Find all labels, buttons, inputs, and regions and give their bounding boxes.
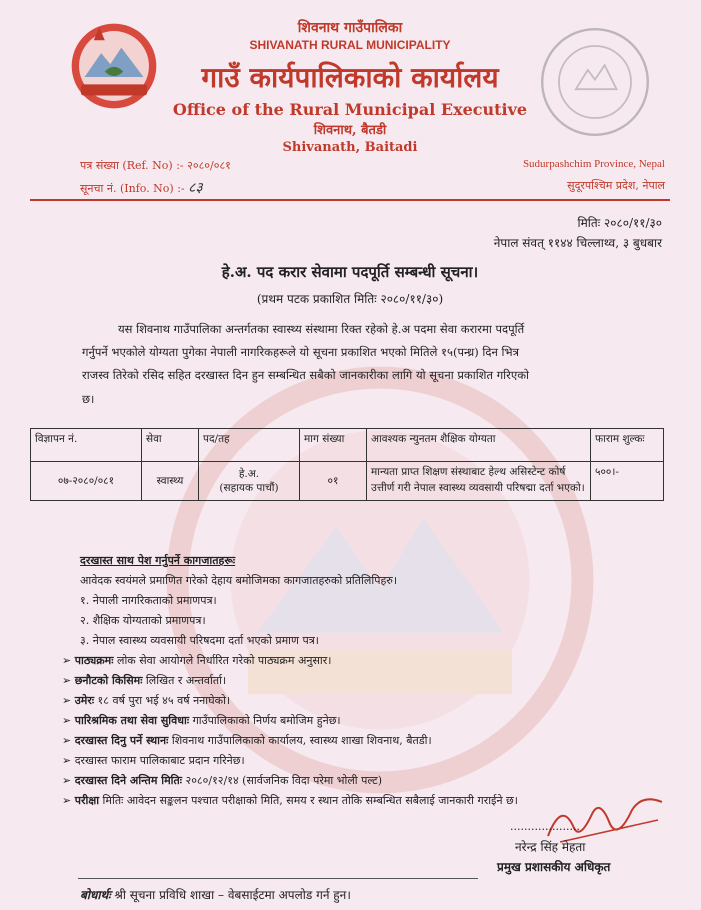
office-name-np: गाउँ कार्यपालिकाको कार्यालय	[201, 61, 499, 94]
signatory-designation: प्रमुख प्रशासकीय अधिकृत	[497, 860, 611, 874]
docs-item-1: १. नेपाली नागरिकताको प्रमाणपत्र।	[80, 594, 217, 607]
col-service: सेवा	[142, 429, 199, 462]
col-demand: माग संख्या	[300, 429, 367, 462]
table-row	[31, 462, 664, 501]
place-np: शिवनाथ, बैतडी	[313, 123, 387, 138]
footer-cc: बोधार्थः श्री सूचना प्रविधि शाखा – वेबसाईटमा अपलोड गर्न हुन।	[80, 888, 351, 902]
docs-intro: आवेदक स्वयंमले प्रमाणित गरेको देहाय बमोजिमका कागजातहरुको प्रतिलिपिहरु।	[80, 574, 398, 587]
bullet-salary: ➢ पारिश्रमिक तथा सेवा सुविधाः गाउँपालिकाको निर्णय बमोजिम हुनेछ।	[62, 713, 341, 728]
date-line: मितिः २०८०/११/३०	[577, 216, 662, 230]
municipality-name-np: शिवनाथ गाउँपालिका	[297, 20, 403, 36]
municipality-name-en: SHIVANATH RURAL MUNICIPALITY	[249, 38, 451, 52]
cell-fee: ५००।-	[591, 462, 664, 501]
body-line-3: राजस्व तिरेको रसिद सहित दरखास्त दिन हुन सम्बन्धित सबैको जानकारीका लागि यो सूचना प्रकाशित गरिएको	[82, 368, 530, 382]
cell-qualification: मान्यता प्राप्त शिक्षण संस्थाबाट हेल्थ असिस्टेन्ट कोर्ष उत्तीर्ण गरी नेपाल स्वास्थ्य व्यवसायी परिषद्मा दर्ता भएको।	[367, 462, 591, 501]
bullet-selection: ➢ छनौटको किसिमः लिखित र अन्तर्वार्ता।	[62, 673, 226, 688]
docs-heading: दरखास्त साथ पेश गर्नुपर्ने कागजातहरूः	[80, 554, 236, 567]
col-ad-no: विज्ञापन नं.	[31, 429, 142, 462]
col-fee: फाराम शुल्कः	[591, 429, 664, 462]
bullet-place: ➢ दरखास्त दिनु पर्ने स्थानः शिवनाथ गाउँपालिकाको कार्यालय, स्वास्थ्य शाखा शिवनाथ, बैतडी।	[62, 733, 432, 748]
col-qualification: आवश्यक न्युनतम शैक्षिक योग्यता	[367, 429, 591, 462]
cell-service: स्वास्थ्य	[142, 462, 199, 501]
info-number: सूनचा नं. (Info. No) :- ८३	[80, 180, 203, 196]
bullet-syllabus: ➢ पाठ्यक्रमः लोक सेवा आयोगले निर्धारित गरेको पाठ्यक्रम अनुसार।	[62, 653, 331, 668]
bullet-exam: ➢ परीक्षा मितिः आवेदन सङ्कलन पश्चात परीक्षाको मिति, समय र स्थान तोकि सम्बन्धित सबैलाई जानकारी गराईने छ।	[62, 793, 518, 808]
signatory-name: नरेन्द्र सिंह मेहता	[515, 840, 586, 854]
office-name-en: Office of the Rural Municipal Executive	[172, 100, 528, 119]
vacancy-table	[30, 428, 664, 501]
cell-post	[199, 462, 300, 501]
cell-post-level: (सहायक पाचौं)	[219, 481, 279, 494]
col-post: पद/तह	[199, 429, 300, 462]
ref-number: पत्र संख्या (Ref. No) :- २०८०/०८१	[80, 159, 231, 172]
header-divider	[30, 199, 670, 201]
cell-demand: ०१	[300, 462, 367, 501]
signature-dots: ....................	[510, 820, 580, 833]
cell-post-name: हे.अ.	[238, 467, 260, 480]
bullet-age: ➢ उमेरः १८ वर्ष पुरा भई ४५ वर्ष ननाघेको।	[62, 693, 230, 708]
notice-subtitle: (प्रथम पटक प्रकाशित मितिः २०८०/११/३०)	[256, 292, 444, 306]
body-line-4: छ।	[82, 392, 95, 406]
docs-item-3: ३. नेपाल स्वास्थ्य व्यवसायी परिषदमा दर्ता भएको प्रमाण पत्र।	[80, 634, 319, 647]
body-line-2: गर्नुपर्ने भएकोले योग्यता पुगेका नेपाली नागरिकहरूले यो सूचना प्रकाशित भएको मितिले १५(पन्ध्र) दिन भित्र	[82, 345, 519, 359]
footer-divider	[78, 878, 478, 879]
place-en: Shivanath, Baitadi	[282, 140, 418, 155]
bullet-deadline: ➢ दरखास्त दिने अन्तिम मितिः २०८०/१२/१४ (सार्वजनिक विदा परेमा भोली पल्ट)	[62, 773, 382, 788]
cell-ad-no: ०७-२०८०/०८१	[31, 462, 142, 501]
province-np: सुदूरपश्चिम प्रदेश, नेपाल	[567, 179, 665, 192]
bullet-form: ➢ दरखास्त फाराम पालिकाबाट प्रदान गरिनेछ।	[62, 753, 245, 768]
province-en: Sudurpashchim Province, Nepal	[522, 158, 665, 170]
table-header-row	[31, 429, 664, 462]
body-line-1: यस शिवनाथ गाउँपालिका अन्तर्गतका स्वास्थ्य संस्थामा रिक्त रहेको हे.अ पदमा सेवा करारमा पदपूर्ति	[118, 322, 525, 336]
notice-title: हे.अ. पद करार सेवामा पदपूर्ति सम्बन्धी सूचना।	[221, 263, 479, 281]
docs-item-2: २. शैक्षिक योग्यताको प्रमाणपत्र।	[80, 614, 206, 627]
nepal-samvat-date: नेपाल संवत् ११४४ चिल्लाथ्व, ३ बुधबार	[493, 236, 662, 250]
